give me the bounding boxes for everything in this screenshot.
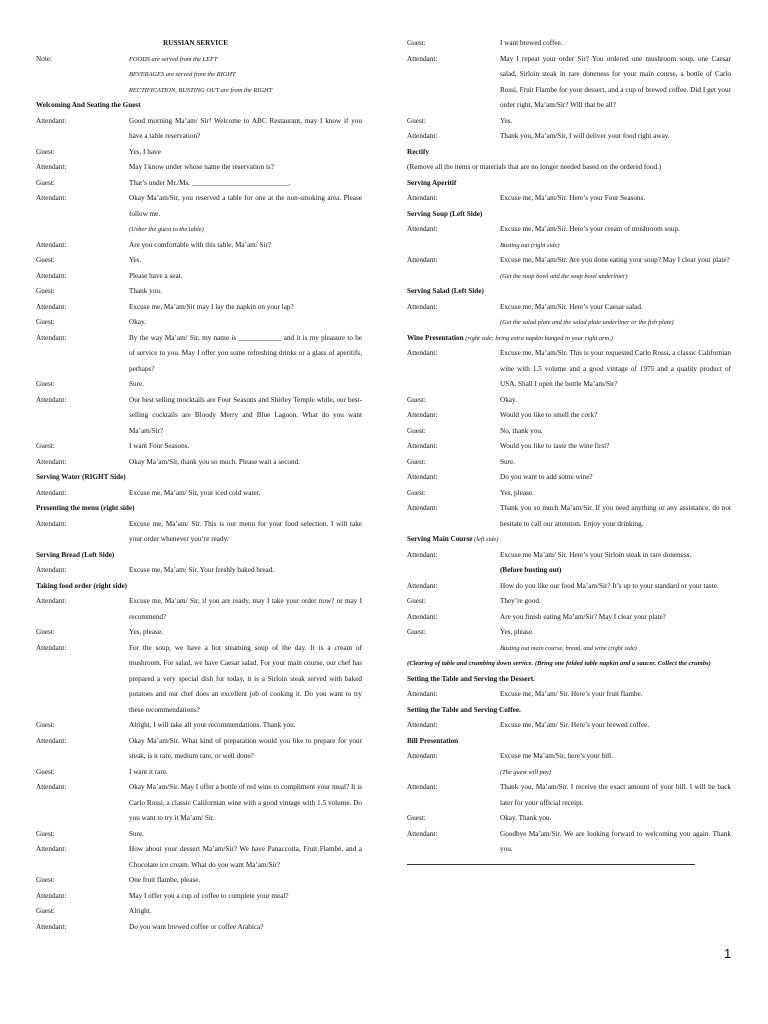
speaker-label: Guest: — [36, 907, 55, 915]
dialogue-text: Are you comfortable with this table, Ma’am/ Sir? — [129, 240, 272, 249]
speaker-label: Guest: — [36, 147, 55, 156]
dialogue-row — [36, 734, 362, 765]
speaker-label: Attendant: — [36, 302, 67, 311]
dialogue-text: I want Four Seasons. — [129, 442, 190, 450]
section-heading — [407, 532, 731, 548]
dialogue-text: Sure. — [129, 380, 144, 388]
document-title: RUSSIAN SERVICE — [163, 39, 229, 47]
dialogue-text: Our best selling mocktails are Four Seasons and Shirley Temple while, our best-selling cocktails are Bloody Merry and Blue Lagoon. What do you want Ma’am/Sir? — [129, 395, 362, 435]
section-heading-text: Rectify — [407, 147, 429, 156]
dialogue-text: I want it rare. — [129, 767, 168, 776]
dialogue-row — [407, 408, 731, 424]
dialogue-row — [36, 920, 362, 936]
section-heading — [407, 331, 731, 347]
dialogue-row — [407, 52, 731, 114]
dialogue-text: (Usher the guest to the table) — [129, 226, 204, 233]
dialogue-text: Busting out (right side) — [500, 241, 560, 249]
dialogue-row — [36, 238, 362, 254]
dialogue-text: Excuse me Ma’am/Sir, here’s your bill. — [500, 752, 613, 760]
dialogue-row — [407, 749, 731, 765]
dialogue-row — [36, 315, 362, 331]
dialogue-text: Please have a seat. — [129, 271, 183, 280]
speaker-label: Attendant: — [36, 194, 67, 202]
dialogue-text: Yes, please. — [500, 488, 534, 497]
dialogue-row — [36, 145, 362, 161]
dialogue-row — [36, 222, 362, 238]
dialogue-row — [36, 269, 362, 285]
dialogue-text: Excuse me, Ma’am/Sir. Here’s your cream of mushroom soup. — [500, 225, 680, 233]
dialogue-text: Excuse me, Ma’am/Sir may I lay the napkin on your lap? — [129, 302, 294, 311]
speaker-label: Guest: — [36, 721, 55, 729]
dialogue-row — [36, 176, 362, 192]
dialogue-row — [407, 300, 731, 316]
dialogue-row — [407, 765, 731, 781]
dialogue-text: Are you finish eating Ma’am/Sir? May I clear your plate? — [500, 612, 666, 621]
speaker-label: Attendant: — [407, 302, 438, 311]
dialogue-row — [36, 114, 362, 145]
speaker-label: Attendant: — [407, 54, 438, 63]
speaker-label: Attendant: — [36, 891, 67, 900]
dialogue-row — [407, 610, 731, 626]
section-heading-note: (right side; bring extra napkin hunged in your right arm.) — [463, 334, 613, 342]
section-heading — [407, 703, 731, 719]
speaker-label: Attendant: — [407, 612, 438, 621]
dialogue-row — [36, 284, 362, 300]
section-heading-note: (left side) — [472, 536, 499, 543]
section-heading-text: Setting the Table and Serving the Dessert. — [407, 674, 535, 683]
section-heading — [407, 284, 731, 300]
dialogue-row — [36, 904, 362, 920]
dialogue-row — [407, 563, 731, 579]
dialogue-row — [36, 563, 362, 579]
dialogue-text: How do you like our food Ma’am/Sir? It’s up to your standard or your taste. — [500, 581, 719, 590]
dialogue-text: Okay. — [129, 318, 146, 326]
section-heading — [36, 98, 362, 114]
dialogue-text: Yes, please. — [500, 628, 534, 636]
dialogue-text: Excuse me, Ma’am/Sir. Here’s your Four Seasons. — [500, 194, 646, 202]
dialogue-text: Excuse me, Ma’am/ Sir, your iced cold water. — [129, 488, 261, 497]
dialogue-row — [407, 641, 731, 657]
speaker-label: Attendant: — [36, 922, 67, 931]
dialogue-text: Excuse me, Ma’am/Sir. This is your requested Carlo Rossi, a classic Californian wine with 1.5 volume and a good vintage of 1975 and a quality product of USA. Shall I open the bottle Ma’am/Sir? — [500, 349, 731, 388]
dialogue-row — [407, 455, 731, 471]
dialogue-text: Yes, please. — [129, 628, 163, 636]
dialogue-text: Good morning Ma’am/ Sir! Welcome to ABC Restaurant, may I know if you have a table reservation? — [129, 116, 362, 140]
dialogue-row — [36, 873, 362, 889]
dialogue-text: I want brewed coffee. — [500, 39, 563, 47]
dialogue-text: Okay Ma’am/Sir. May I offer a bottle of red wine to compliment your meal? It is Carlo Rossi, a classic Californian wine with a good vintage with 1.5 volume. Do you want to try it Ma’am/ Sir. — [129, 783, 362, 822]
speaker-label: Guest: — [36, 178, 55, 187]
speaker-label: Guest: — [36, 442, 55, 450]
speaker-label: Attendant: — [36, 519, 67, 528]
speaker-label: Guest: — [407, 426, 426, 435]
right-column — [407, 36, 731, 865]
speaker-label: Attendant: — [407, 690, 438, 698]
dialogue-text: Okay Ma’am/Sir, you reserved a table for one at the non-smoking area. Please follow me. — [129, 194, 362, 218]
speaker-label: Attendant: — [36, 597, 67, 605]
dialogue-row — [407, 424, 731, 440]
dialogue-text: Sure. — [129, 829, 144, 838]
section-heading — [36, 501, 362, 517]
dialogue-text: Excuse me, Ma’am/ Sir. This is our menu for your food selection. I will take your order whenever you’re ready. — [129, 519, 362, 543]
dialogue-text: (Before busting out) — [500, 566, 562, 574]
dialogue-row — [407, 625, 731, 641]
section-heading-text: Serving Bread (Left Side) — [36, 550, 115, 559]
speaker-label: Note: — [36, 54, 52, 63]
dialogue-row — [36, 331, 362, 378]
dialogue-text: Yes. — [500, 116, 513, 125]
dialogue-row — [407, 238, 731, 254]
section-heading-text: Setting the Table and Serving Coffee. — [407, 705, 521, 714]
speaker-label: Guest: — [36, 256, 55, 264]
dialogue-row — [407, 594, 731, 610]
section-heading — [407, 672, 731, 688]
dialogue-row — [407, 393, 731, 409]
speaker-label: Guest: — [36, 876, 55, 884]
dialogue-text: RECTIFICATION, BUSTING OUT are from the RIGHT — [129, 86, 273, 94]
dialogue-text: Do you want brewed coffee or coffee Arabica? — [129, 922, 264, 931]
section-heading — [407, 207, 731, 223]
dialogue-text: Excuse me, Ma’am/Sir. Here’s your Caesar salad. — [500, 302, 643, 311]
dialogue-row — [407, 439, 731, 455]
dialogue-text: Excuse me, Ma’am/ Sir. Your freshly baked bread. — [129, 566, 275, 574]
dialogue-text: Okay Ma’am/Sir. What kind of preparation would you like to prepare for your steak, is it rare, medium rare, or well done? — [129, 736, 362, 760]
dialogue-text: Thank you, Ma’am/Sir, I will deliver your food right away. — [500, 132, 670, 140]
speaker-label: Guest: — [36, 767, 55, 776]
speaker-label: Guest: — [407, 457, 426, 466]
dialogue-text: By the way Ma’am/ Sir, my name is ____________ and it is my pleasure to be of service to you. May I offer you some refreshing drinks or a glass of aperitifs, perhaps? — [129, 333, 362, 373]
speaker-label: Attendant: — [407, 442, 438, 450]
speaker-label: Attendant: — [407, 349, 438, 357]
speaker-label: Guest: — [36, 287, 55, 295]
speaker-label: Attendant: — [36, 845, 67, 853]
section-heading — [36, 470, 362, 486]
dialogue-row — [36, 625, 362, 641]
section-heading-text: Taking food order (right side) — [36, 581, 128, 590]
dialogue-row — [407, 269, 731, 285]
dialogue-text: Sure. — [500, 457, 515, 466]
dialogue-row — [407, 129, 731, 145]
dialogue-row — [36, 439, 362, 455]
dialogue-row — [407, 114, 731, 130]
dialogue-text: Thank you, Ma’am/Sir. I receive the exact amount of your bill. I will be back later for your official receipt. — [500, 783, 731, 807]
speaker-label: Attendant: — [36, 736, 67, 745]
speaker-label: Attendant: — [407, 256, 438, 264]
section-heading-text: Serving Aperitif — [407, 178, 457, 187]
section-heading-text: Presenting the menu (right side) — [36, 504, 135, 512]
dialogue-row — [36, 300, 362, 316]
dialogue-text: That’s under Mr./Ms. ___________________________. — [129, 178, 291, 187]
speaker-label: Attendant: — [407, 225, 438, 233]
speaker-label: Attendant: — [36, 240, 67, 249]
dialogue-row — [407, 501, 731, 532]
dialogue-row — [407, 470, 731, 486]
dialogue-row — [36, 641, 362, 719]
dialogue-text: (Get the salad plate and the salad plate underliner or the fish plate) — [500, 319, 674, 326]
speaker-label: Attendant: — [407, 783, 438, 791]
dialogue-row — [36, 889, 362, 905]
speaker-label: Guest: — [36, 628, 55, 636]
dialogue-text: May I know under whose name the reservation is? — [129, 163, 274, 171]
dialogue-row — [407, 191, 731, 207]
section-heading-text: Serving Main Course — [407, 535, 473, 543]
speaker-label: Guest: — [407, 814, 426, 822]
speaker-label: Attendant: — [36, 333, 67, 342]
dialogue-row — [36, 455, 362, 471]
left-body — [36, 52, 362, 936]
dialogue-text: No, thank you. — [500, 426, 543, 435]
dialogue-row — [407, 827, 731, 858]
dialogue-row — [407, 36, 731, 52]
speaker-label: Guest: — [407, 488, 426, 497]
dialogue-text: For the soup, we have a hot steaming soup of the day. It is a cream of mushroom. For salad, we have Caesar salad. For your main course, our chef has prepared a very special dish for today, it is a Sirloin steak served with baked potatoes and our chef does an excellent job of cooking it. Do you want to try these recommendations? — [129, 643, 362, 714]
speaker-label: Attendant: — [407, 473, 438, 481]
dialogue-text: One fruit flambe, please. — [129, 876, 201, 884]
speaker-label: Attendant: — [36, 643, 67, 652]
dialogue-text: Thank you. — [129, 287, 162, 295]
speaker-label: Attendant: — [407, 411, 438, 419]
dialogue-text: (Get the soup bowl and the soup bowl underliner) — [500, 272, 628, 280]
dialogue-row — [407, 811, 731, 827]
dialogue-text: Do you want to add some wine? — [500, 473, 593, 481]
dialogue-text: Thank you so much Ma’am/Sir. If you need anything or any assistance, do not hesitate to call our attention. Enjoy your drinking. — [500, 504, 731, 528]
speaker-label: Attendant: — [407, 752, 438, 760]
speaker-label: Guest: — [407, 628, 426, 636]
speaker-label: Attendant: — [407, 721, 438, 729]
dialogue-row — [36, 83, 362, 99]
dialogue-row — [36, 191, 362, 222]
dialogue-row — [407, 346, 731, 393]
left-column — [36, 36, 362, 935]
dialogue-text: Okay. Thank you. — [500, 814, 552, 822]
speaker-label: Attendant: — [36, 271, 67, 280]
dialogue-text: May I repeat your order Sir? You ordered one mushroom soup, one Caesar salad, Sirloin steak in rare doneness for your main course, a bottle of Carlo Rossi, Fruit Flambe for your dessert, and a cup of brewed coffee. Did I get your order right, Ma’am/Sir? Will that be all? — [500, 54, 731, 109]
dialogue-row — [36, 253, 362, 269]
dialogue-row — [407, 315, 731, 331]
dialogue-row — [36, 842, 362, 873]
dialogue-row — [36, 718, 362, 734]
dialogue-text: Okay Ma’am/Sir, thank you so much. Please wait a second. — [129, 457, 300, 466]
dialogue-text: Goodbye Ma’am/Sir. We are looking forward to welcoming you again. Thank you. — [500, 829, 731, 853]
speaker-label: Attendant: — [36, 457, 67, 466]
dialogue-row — [407, 780, 731, 811]
section-heading-text: Bill Presentation — [407, 736, 459, 745]
speaker-label: Attendant: — [407, 504, 438, 512]
speaker-label: Attendant: — [407, 829, 438, 838]
section-heading-text: Wine Presentation — [407, 333, 464, 342]
section-heading — [36, 579, 362, 595]
speaker-label: Attendant: — [36, 566, 67, 574]
section-heading — [407, 176, 731, 192]
speaker-label: Attendant: — [36, 488, 67, 497]
dialogue-text: Alright, I will take all your recommendations. Thank you. — [129, 721, 296, 729]
dialogue-text: How about your dessert Ma’am/Sir? We have Panaccotta, Fruit Flambé, and a Chocolate ice cream. What do you want Ma’am/Sir? — [129, 845, 362, 869]
speaker-label: Attendant: — [36, 783, 67, 791]
dialogue-row — [36, 765, 362, 781]
dialogue-text: Yes, I have — [129, 147, 161, 156]
speaker-label: Guest: — [36, 380, 55, 388]
speaker-label: Guest: — [36, 318, 55, 326]
dialogue-text: Would you like to smell the cork? — [500, 411, 598, 419]
dialogue-row — [36, 160, 362, 176]
dialogue-row — [36, 517, 362, 548]
right-body — [407, 36, 731, 858]
end-divider — [407, 864, 695, 865]
dialogue-text: Alright. — [129, 907, 152, 915]
dialogue-row — [407, 253, 731, 269]
dialogue-text: Excuse me, Ma’am/ Sir. Here’s your brewed coffee. — [500, 721, 650, 729]
speaker-label: Guest: — [407, 39, 426, 47]
dialogue-text: Excuse me, Ma’am/ Sir. Here’s your fruit flambe. — [500, 690, 643, 698]
section-heading — [407, 734, 731, 750]
section-heading-text: Serving Water (RIGHT Side) — [36, 473, 126, 481]
speaker-label: Attendant: — [36, 163, 67, 171]
dialogue-text: FOODS are served from the LEFT — [129, 55, 218, 63]
dialogue-row — [36, 67, 362, 83]
speaker-label: Attendant: — [407, 194, 438, 202]
speaker-label: Guest: — [407, 116, 426, 125]
dialogue-row — [407, 718, 731, 734]
dialogue-row — [36, 594, 362, 625]
instruction-text: (Clearing of table and crumbing down service. (Bring one folded table napkin and a saucer. Collect the crumbs) — [407, 660, 711, 667]
dialogue-row — [407, 486, 731, 502]
section-heading — [36, 548, 362, 564]
section-heading-text: Welcoming And Seating the Guest — [36, 101, 141, 109]
dialogue-row — [407, 687, 731, 703]
dialogue-text: Excuse me Ma’am/ Sir. Here’s your Sirloin steak in rare doneness. — [500, 550, 692, 559]
dialogue-text: Excuse me, Ma’am/ Sir, if you are ready, may I take your order now? or may I recommend? — [129, 597, 362, 621]
dialogue-text: They’re good. — [500, 597, 541, 605]
dialogue-text: Yes. — [129, 256, 142, 264]
dialogue-text: BEVERAGES are served from the RIGHT — [129, 71, 236, 78]
dialogue-row — [407, 579, 731, 595]
dialogue-row — [36, 486, 362, 502]
section-heading — [407, 145, 731, 161]
dialogue-text: May I offer you a cup of coffee to complete your meal? — [129, 891, 289, 900]
dialogue-text: Would you like to taste the wine first? — [500, 442, 610, 450]
speaker-label: Guest: — [407, 597, 426, 605]
dialogue-text: Excuse me, Ma’am/Sir. Are you done eating your soup? May I clear your plate? — [500, 256, 730, 264]
speaker-label: Guest: — [407, 395, 426, 404]
speaker-label: Attendant: — [36, 395, 67, 404]
dialogue-row — [36, 780, 362, 827]
dialogue-row — [407, 222, 731, 238]
speaker-label: Guest: — [36, 829, 55, 838]
dialogue-text: (The guest will pay) — [500, 768, 551, 776]
dialogue-row — [407, 548, 731, 564]
speaker-label: Attendant: — [36, 116, 67, 125]
speaker-label: Attendant: — [407, 581, 438, 590]
dialogue-text: Busting out main course, bread, and wine (right side) — [500, 644, 637, 652]
speaker-label: Attendant: — [407, 132, 438, 140]
speaker-label: Attendant: — [407, 550, 438, 559]
dialogue-row — [36, 827, 362, 843]
dialogue-row — [36, 393, 362, 440]
instruction-text: (Remove all the items or materials that are no longer needed based on the ordered food.) — [407, 163, 662, 171]
page-number: 1 — [724, 946, 732, 961]
dialogue-row — [36, 52, 362, 68]
section-heading-text: Serving Salad (Left Side) — [407, 287, 484, 295]
dialogue-text: Okay. — [500, 395, 517, 404]
dialogue-row — [36, 377, 362, 393]
section-heading-text: Serving Soup (Left Side) — [407, 209, 483, 218]
